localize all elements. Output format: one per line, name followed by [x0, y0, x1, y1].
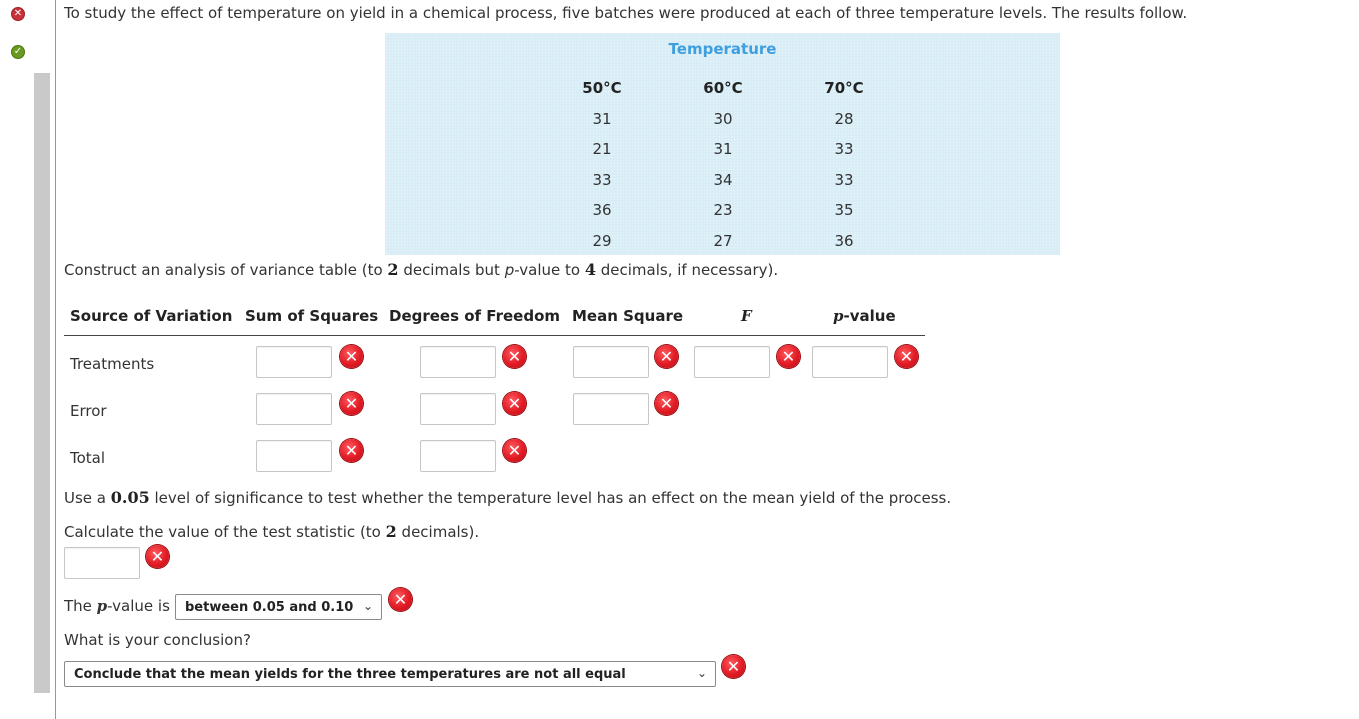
incorrect-icon: ✕ [340, 345, 363, 368]
treatments-p-value-input[interactable] [812, 346, 888, 378]
incorrect-icon: ✕ [146, 545, 169, 568]
header-f: F [741, 307, 752, 325]
column-header-60c: 60°C [703, 79, 743, 97]
scroll-track[interactable] [34, 73, 50, 693]
table-cell: 23 [713, 201, 733, 219]
header-source: Source of Variation [70, 307, 233, 325]
test-statistic-input[interactable] [64, 547, 140, 579]
gutter-divider [55, 0, 56, 719]
temperature-data-table [385, 33, 1060, 255]
temperature-title: Temperature [668, 40, 777, 58]
table-cell: 21 [592, 140, 612, 158]
correct-status-icon: ✓ [11, 45, 25, 59]
total-ss-input[interactable] [256, 440, 332, 472]
table-cell: 33 [834, 171, 854, 189]
incorrect-icon: ✕ [777, 345, 800, 368]
table-cell: 36 [834, 232, 854, 250]
conclusion-select[interactable] [64, 661, 716, 687]
significance-instruction: Use a 0.05 level of significance to test whether the temperature level has an effect on the mean yield of the process. [64, 488, 952, 507]
incorrect-icon: ✕ [722, 655, 745, 678]
p-value-select[interactable] [175, 594, 382, 620]
row-label-treatments: Treatments [70, 355, 155, 373]
p-value-selected: between 0.05 and 0.10 [185, 600, 354, 615]
header-degrees-of-freedom: Degrees of Freedom [389, 307, 561, 325]
column-header-70c: 70°C [824, 79, 864, 97]
treatments-f-input[interactable] [694, 346, 770, 378]
p-value-label: The p-value is [64, 597, 170, 615]
conclusion-question: What is your conclusion? [64, 631, 251, 649]
header-divider [64, 335, 925, 336]
table-cell: 27 [713, 232, 733, 250]
table-cell: 29 [592, 232, 612, 250]
incorrect-icon: ✕ [503, 345, 526, 368]
table-cell: 31 [592, 110, 612, 128]
table-cell: 30 [713, 110, 733, 128]
anova-instruction: Construct an analysis of variance table (to 2 decimals but p-value to 4 decimals, if necessary). [64, 260, 779, 279]
error-ss-input[interactable] [256, 393, 332, 425]
table-cell: 28 [834, 110, 854, 128]
table-cell: 36 [592, 201, 612, 219]
table-cell: 35 [834, 201, 854, 219]
incorrect-icon: ✕ [340, 439, 363, 462]
table-cell: 31 [713, 140, 733, 158]
incorrect-icon: ✕ [895, 345, 918, 368]
test-statistic-instruction: Calculate the value of the test statistic (to 2 decimals). [64, 522, 480, 541]
row-label-total: Total [70, 449, 106, 467]
incorrect-icon: ✕ [389, 588, 412, 611]
table-cell: 33 [834, 140, 854, 158]
column-header-50c: 50°C [582, 79, 622, 97]
chevron-down-icon: ⌄ [362, 599, 373, 613]
table-cell: 33 [592, 171, 612, 189]
table-cell: 34 [713, 171, 733, 189]
header-sum-of-squares: Sum of Squares [245, 307, 379, 325]
error-ms-input[interactable] [573, 393, 649, 425]
error-df-input[interactable] [420, 393, 496, 425]
incorrect-icon: ✕ [655, 345, 678, 368]
row-label-error: Error [70, 402, 107, 420]
incorrect-icon: ✕ [340, 392, 363, 415]
treatments-ss-input[interactable] [256, 346, 332, 378]
header-mean-square: Mean Square [572, 307, 684, 325]
total-df-input[interactable] [420, 440, 496, 472]
question-intro: To study the effect of temperature on yield in a chemical process, five batches were produced at each of three temperature levels. The results follow. [64, 4, 1188, 22]
incorrect-status-icon: ✕ [11, 7, 25, 21]
chevron-down-icon: ⌄ [696, 666, 707, 680]
conclusion-selected: Conclude that the mean yields for the three temperatures are not all equal [74, 667, 626, 682]
incorrect-icon: ✕ [503, 439, 526, 462]
incorrect-icon: ✕ [655, 392, 678, 415]
incorrect-icon: ✕ [503, 392, 526, 415]
header-p-value: p-value [833, 307, 896, 325]
treatments-ms-input[interactable] [573, 346, 649, 378]
treatments-df-input[interactable] [420, 346, 496, 378]
